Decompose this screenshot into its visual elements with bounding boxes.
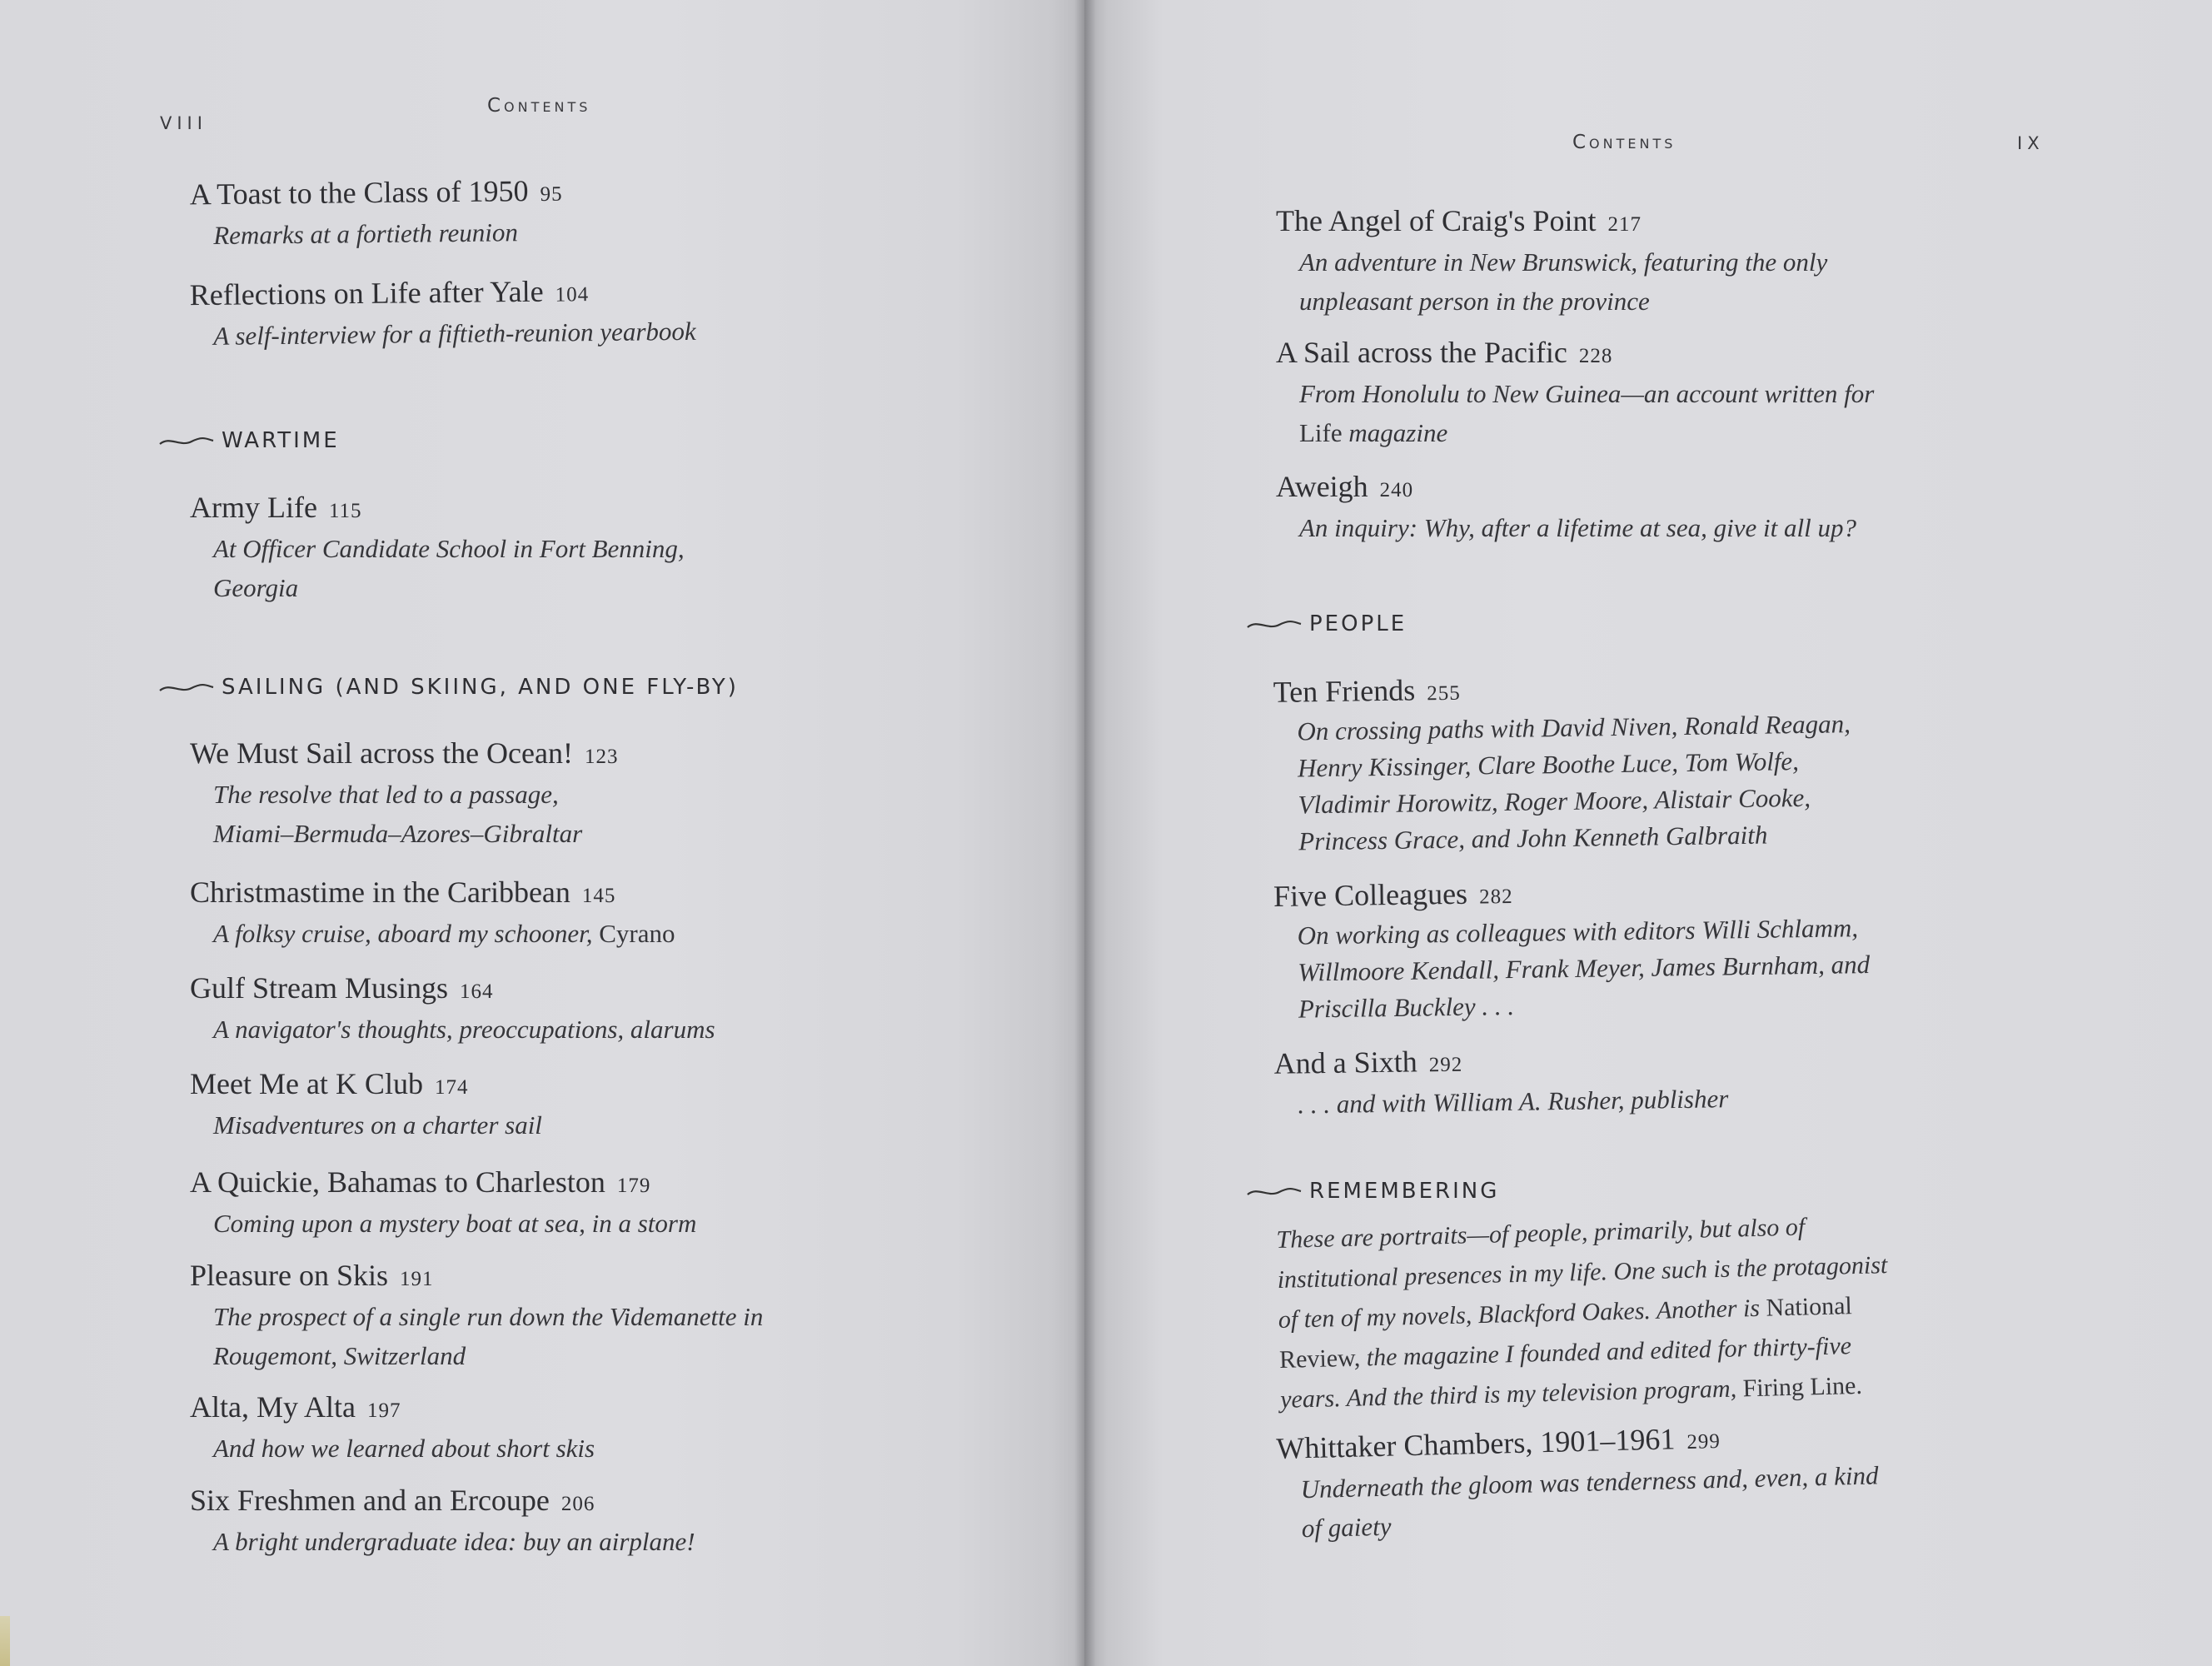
entry-description: Remarks at a fortieth reunion [213,217,519,251]
entry-description: Priscilla Buckley . . . [1298,990,1515,1024]
entry-description: Underneath the gloom was tenderness and, even, a kind [1300,1460,1879,1504]
swash-ornament-icon [158,679,218,696]
entry-title: The Angel of Craig's Point [1276,204,1597,237]
toc-entry [1276,469,1856,547]
toc-entry [190,173,564,256]
swash-ornament-icon [1246,616,1306,632]
entry-page-number: 164 [460,980,494,1003]
entry-title: A Toast to the Class of 1950 [189,174,529,212]
entry-description: A folksy cruise, aboard my schooner, Cyrano [213,919,675,948]
entry-title: Whittaker Chambers, 1901–1961 [1276,1422,1676,1465]
section-heading [158,428,340,453]
entry-page-number: 145 [581,885,616,907]
toc-entry [190,875,675,953]
toc-entry [190,1389,595,1468]
entry-description: Henry Kissinger, Clare Boothe Luce, Tom Wolfe, [1297,746,1800,783]
entry-title: We Must Sail across the Ocean! [190,736,573,770]
entry-description: On working as colleagues with editors Willi Schlamm, [1297,913,1859,950]
entry-description: Miami–Bermuda–Azores–Gibraltar [213,819,583,848]
entry-description: Willmoore Kendall, Frank Meyer, James Burnham, and [1298,950,1871,987]
entry-description: At Officer Candidate School in Fort Benning, [213,534,685,563]
swash-ornament-icon [1246,1183,1306,1200]
swash-ornament-icon [158,432,218,449]
entry-description: Princess Grace, and John Kenneth Galbraith [1298,820,1768,856]
entry-title: A Quickie, Bahamas to Charleston [190,1165,605,1199]
toc-entry [190,970,715,1049]
toc-entry [190,1066,542,1145]
entry-description: The prospect of a single run down the Videmanette in [213,1302,764,1331]
entry-description: The resolve that led to a passage, [213,780,559,809]
entry-description: Life magazine [1299,418,1448,447]
entry-description: An inquiry: Why, after a lifetime at sea, give it all up? [1299,513,1856,542]
entry-page-number: 217 [1607,213,1642,236]
magazine-name: Life [1299,418,1343,447]
entry-description: A self-interview for a fiftieth-reunion yearbook [213,316,696,351]
left-page [0,0,1084,1666]
entry-page-number: 104 [555,283,590,307]
entry-title: Meet Me at K Club [190,1067,423,1100]
entry-page-number: 174 [434,1076,469,1099]
entry-description: Misadventures on a charter sail [213,1110,542,1140]
entry-title: A Sail across the Pacific [1276,336,1567,369]
entry-page-number: 282 [1478,885,1513,909]
entry-page-number: 292 [1428,1053,1463,1077]
section-intro: These are portraits—of people, primarily, but also of institutional presences in my life. One such is the protagonist of ten of my novels, Blackford Oakes. Another is National Review, the magazine I founded and edited for thirty-five years. And the third is my television program, Firing Line. [1276,1213,1888,1414]
page-edge [0,1616,10,1666]
toc-entry [1273,666,1851,860]
right-page [1084,0,2212,1666]
entry-page-number: 123 [584,746,619,768]
entry-description: Vladimir Horowitz, Roger Moore, Alistair Cooke, [1298,782,1811,820]
entry-page-number: 197 [366,1399,401,1422]
entry-description: . . . and with William A. Rusher, publisher [1298,1084,1729,1120]
entry-title: Six Freshmen and an Ercoupe [190,1484,550,1517]
entry-description: of gaiety [1301,1511,1392,1544]
entry-title: Ten Friends [1273,673,1416,709]
entry-description: On crossing paths with David Niven, Ronald Reagan, [1297,709,1851,746]
section-heading [1246,611,1407,636]
entry-title: Aweigh [1276,470,1368,503]
entry-description: Rougemont, Switzerland [213,1341,466,1370]
entry-page-number: 95 [540,182,563,206]
entry-description: From Honolulu to New Guinea—an account written for [1299,379,1875,408]
page-number: VIII [160,113,207,133]
toc-entry [190,1165,696,1243]
entry-description: And how we learned about short skis [213,1434,595,1463]
toc-entry [1276,335,1874,452]
toc-entry [190,272,696,356]
entry-page-number: 255 [1427,681,1461,706]
ship-name: Cyrano [599,919,675,948]
entry-title: And a Sixth [1273,1045,1417,1080]
entry-page-number: 240 [1379,479,1414,501]
section-heading [1246,1179,1499,1204]
section-label: PEOPLE [1309,611,1407,636]
section-label: WARTIME [222,428,340,453]
toc-entry [190,490,685,607]
toc-entry [1276,203,1827,321]
entry-page-number: 115 [328,500,362,522]
entry-title: Army Life [190,491,317,524]
entry-title: Alta, My Alta [190,1390,356,1424]
entry-description: Coming upon a mystery boat at sea, in a storm [213,1209,697,1238]
toc-entry [1273,1040,1728,1125]
book-gutter [1074,0,1096,1666]
entry-title: Christmastime in the Caribbean [190,875,570,909]
entry-description: A bright undergraduate idea: buy an airplane! [213,1527,695,1556]
entry-description: Georgia [213,573,299,602]
entry-title: Reflections on Life after Yale [189,274,544,312]
section-label: REMEMBERING [1309,1179,1500,1204]
page-number: IX [2017,133,2045,153]
running-head: Contents [487,95,591,117]
running-head: Contents [1572,132,1676,153]
entry-title: Gulf Stream Musings [190,971,448,1005]
section-heading [158,675,739,700]
toc-entry [190,736,618,853]
entry-page-number: 179 [616,1175,651,1197]
entry-page-number: 206 [560,1493,595,1515]
entry-description: unpleasant person in the province [1299,287,1650,316]
entry-title: Pleasure on Skis [190,1259,388,1292]
toc-entry [190,1483,695,1561]
section-label: SAILING (AND SKIING, AND ONE FLY-BY) [222,675,739,700]
toc-entry [1276,1416,1880,1549]
entry-description: An adventure in New Brunswick, featuring the only [1299,247,1828,277]
entry-page-number: 191 [400,1268,434,1290]
entry-description: A navigator's thoughts, preoccupations, alarums [213,1015,715,1044]
entry-page-number: 228 [1578,345,1613,367]
entry-title: Five Colleagues [1273,876,1468,913]
toc-entry [190,1258,763,1375]
entry-page-number: 299 [1686,1429,1721,1454]
toc-entry [1273,870,1871,1028]
